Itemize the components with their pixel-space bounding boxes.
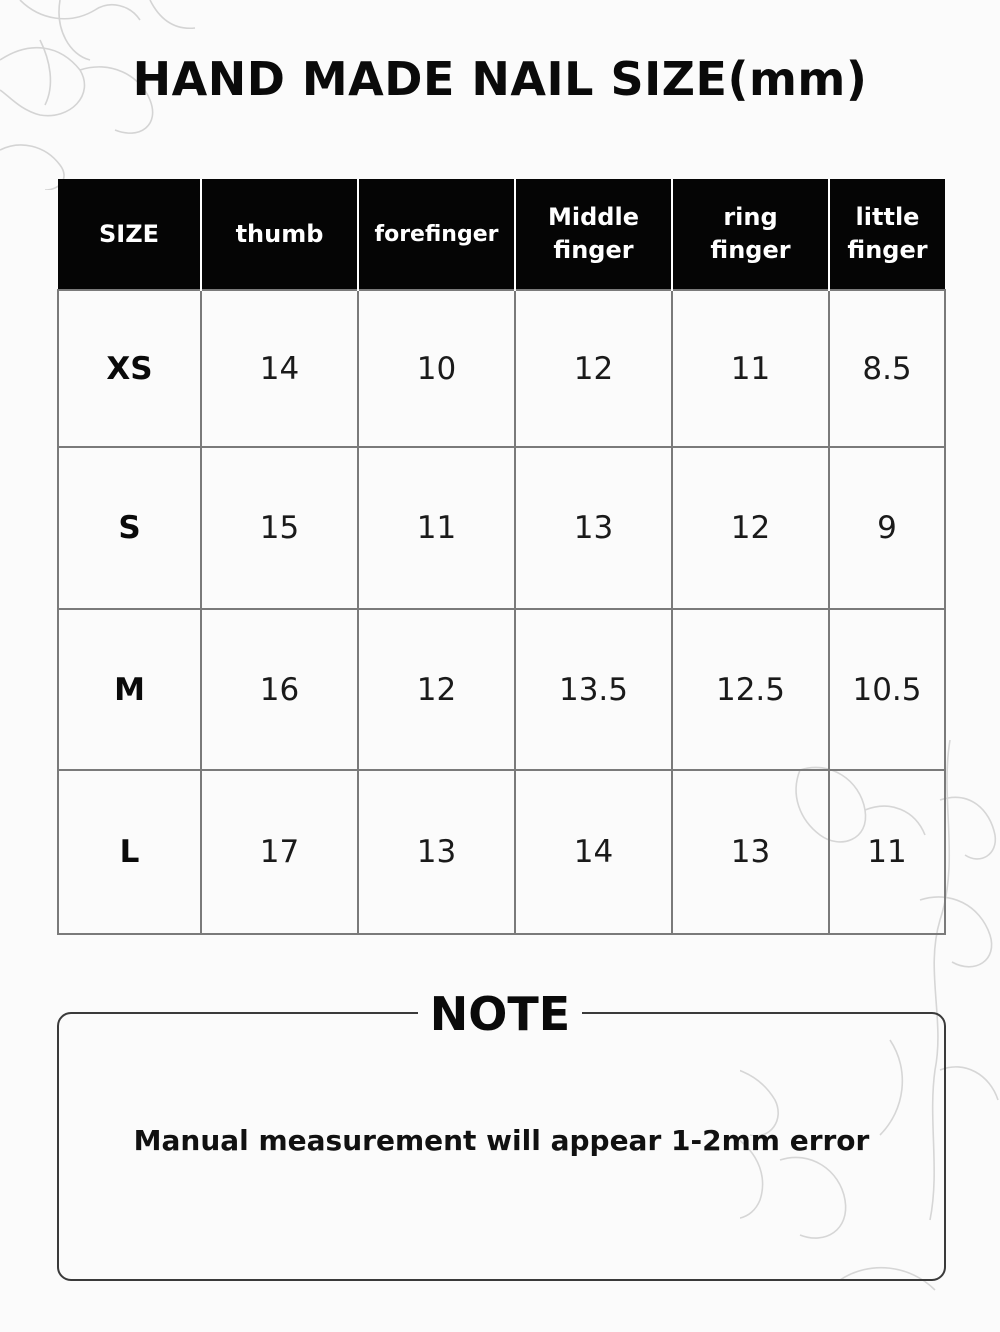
column-header-size: SIZE [58, 179, 201, 290]
table-cell: 9 [829, 447, 945, 609]
table-cell: 13 [515, 447, 672, 609]
nail-size-table [57, 179, 946, 935]
page-title: HAND MADE NAIL SIZE(mm) [132, 52, 868, 106]
size-label-cell: XS [58, 290, 201, 447]
table-cell: 10.5 [829, 609, 945, 770]
column-header-forefinger: forefinger [358, 179, 515, 290]
table-cell: 11 [672, 290, 829, 447]
table-cell: 11 [829, 770, 945, 934]
table-cell: 8.5 [829, 290, 945, 447]
table-cell: 14 [515, 770, 672, 934]
table-cell: 11 [358, 447, 515, 609]
table-cell: 12 [672, 447, 829, 609]
table-cell: 14 [201, 290, 358, 447]
table-cell: 13 [672, 770, 829, 934]
table-header-row [58, 179, 945, 290]
column-header-ring-finger: ring finger [672, 179, 829, 290]
table-row [58, 447, 945, 609]
column-header-middle-finger: Middle finger [515, 179, 672, 290]
column-header-thumb: thumb [201, 179, 358, 290]
size-label-cell: L [58, 770, 201, 934]
table-cell: 12.5 [672, 609, 829, 770]
table-cell: 17 [201, 770, 358, 934]
column-header-little-finger: little finger [829, 179, 945, 290]
table-cell: 13.5 [515, 609, 672, 770]
table-cell: 15 [201, 447, 358, 609]
size-label-cell: S [58, 447, 201, 609]
table-row [58, 290, 945, 447]
table-cell: 12 [358, 609, 515, 770]
table-cell: 16 [201, 609, 358, 770]
size-label-cell: M [58, 609, 201, 770]
note-title: NOTE [418, 984, 582, 1044]
note-text: Manual measurement will appear 1-2mm error [133, 1124, 870, 1157]
table-cell: 10 [358, 290, 515, 447]
table-cell: 13 [358, 770, 515, 934]
table-cell: 12 [515, 290, 672, 447]
table-row [58, 609, 945, 770]
table-row [58, 770, 945, 934]
